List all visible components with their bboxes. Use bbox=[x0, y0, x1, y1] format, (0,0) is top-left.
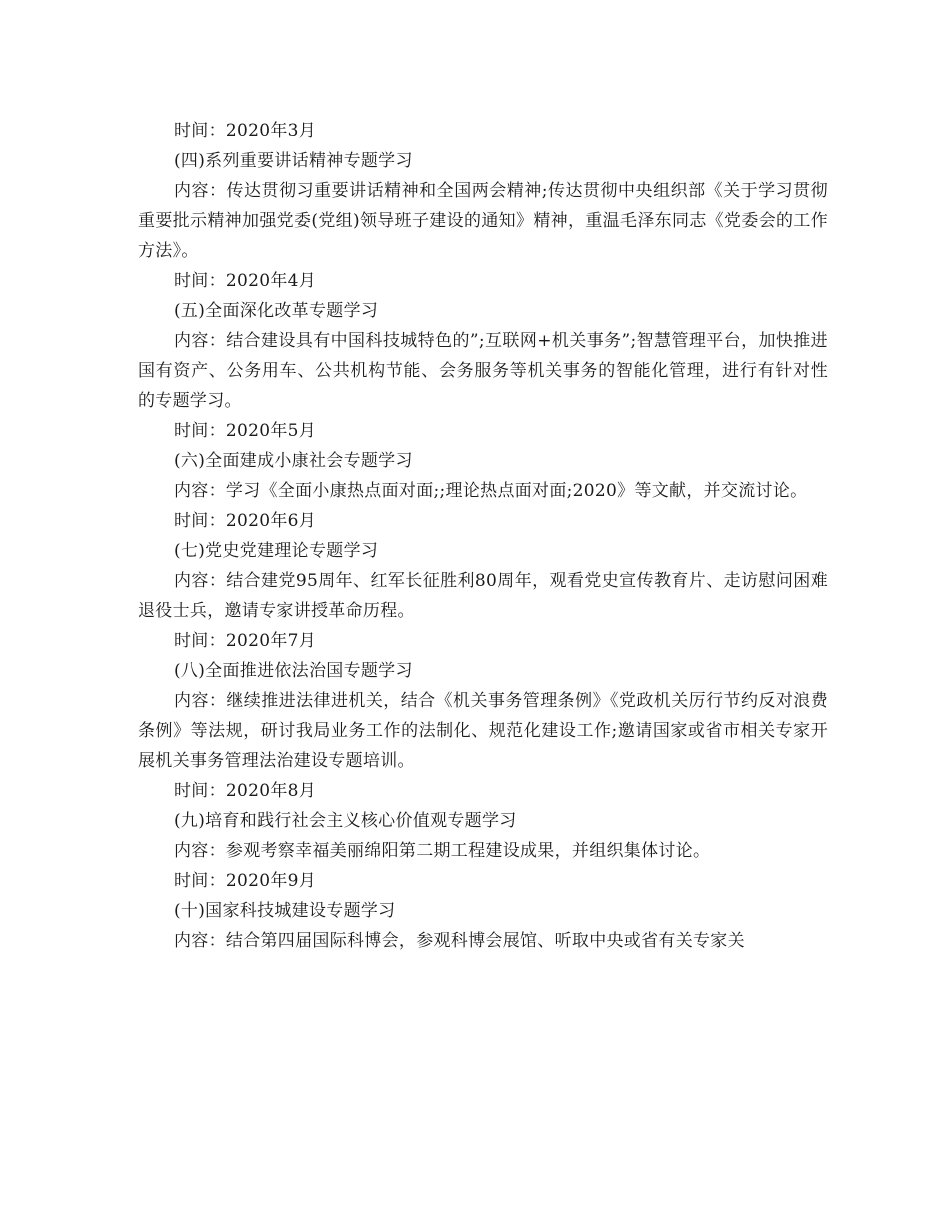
content-paragraph: 内容：传达贯彻习重要讲话精神和全国两会精神;传达贯彻中央组织部《关于学习贯彻重要批示精神加强党委(党组)领导班子建设的通知》精神，重温毛泽东同志《党委会的工作方法》。 bbox=[138, 181, 828, 261]
time-line: 时间：2020年5月 bbox=[174, 421, 317, 441]
section-heading: (七)党史党建理论专题学习 bbox=[174, 541, 379, 561]
section-heading: (六)全面建成小康社会专题学习 bbox=[174, 451, 413, 471]
content-paragraph: 内容：结合建设具有中国科技城特色的”;互联网+机关事务”;智慧管理平台，加快推进国有资产、公务用车、公共机构节能、会务服务等机关事务的智能化管理，进行有针对性的专题学习。 bbox=[138, 331, 828, 411]
time-line: 时间：2020年3月 bbox=[174, 121, 317, 141]
time-line: 时间：2020年7月 bbox=[174, 631, 317, 651]
content-paragraph: 内容：继续推进法律进机关，结合《机关事务管理条例》《党政机关厉行节约反对浪费条例》等法规，研讨我局业务工作的法制化、规范化建设工作;邀请国家或省市相关专家开展机关事务管理法治建设专题培训。 bbox=[138, 691, 828, 771]
time-line: 时间：2020年9月 bbox=[174, 871, 317, 891]
content-paragraph: 内容：结合第四届国际科博会，参观科博会展馆、听取中央或省有关专家关 bbox=[174, 931, 745, 951]
time-line: 时间：2020年8月 bbox=[174, 781, 317, 801]
content-paragraph: 内容：学习《全面小康热点面对面;;理论热点面对面;2020》等文献，并交流讨论。 bbox=[174, 481, 808, 501]
section-heading: (四)系列重要讲话精神专题学习 bbox=[174, 151, 413, 171]
section-heading: (九)培育和践行社会主义核心价值观专题学习 bbox=[174, 811, 517, 831]
content-paragraph: 内容：参观考察幸福美丽绵阳第二期工程建设成果，并组织集体讨论。 bbox=[174, 841, 711, 861]
section-heading: (五)全面深化改革专题学习 bbox=[174, 301, 379, 321]
document-body bbox=[138, 116, 828, 956]
time-line: 时间：2020年4月 bbox=[174, 271, 317, 291]
section-heading: (十)国家科技城建设专题学习 bbox=[174, 901, 396, 921]
content-paragraph: 内容：结合建党95周年、红军长征胜利80周年，观看党史宣传教育片、走访慰问困难退役士兵，邀请专家讲授革命历程。 bbox=[138, 571, 828, 621]
time-line: 时间：2020年6月 bbox=[174, 511, 317, 531]
section-heading: (八)全面推进依法治国专题学习 bbox=[174, 661, 413, 681]
